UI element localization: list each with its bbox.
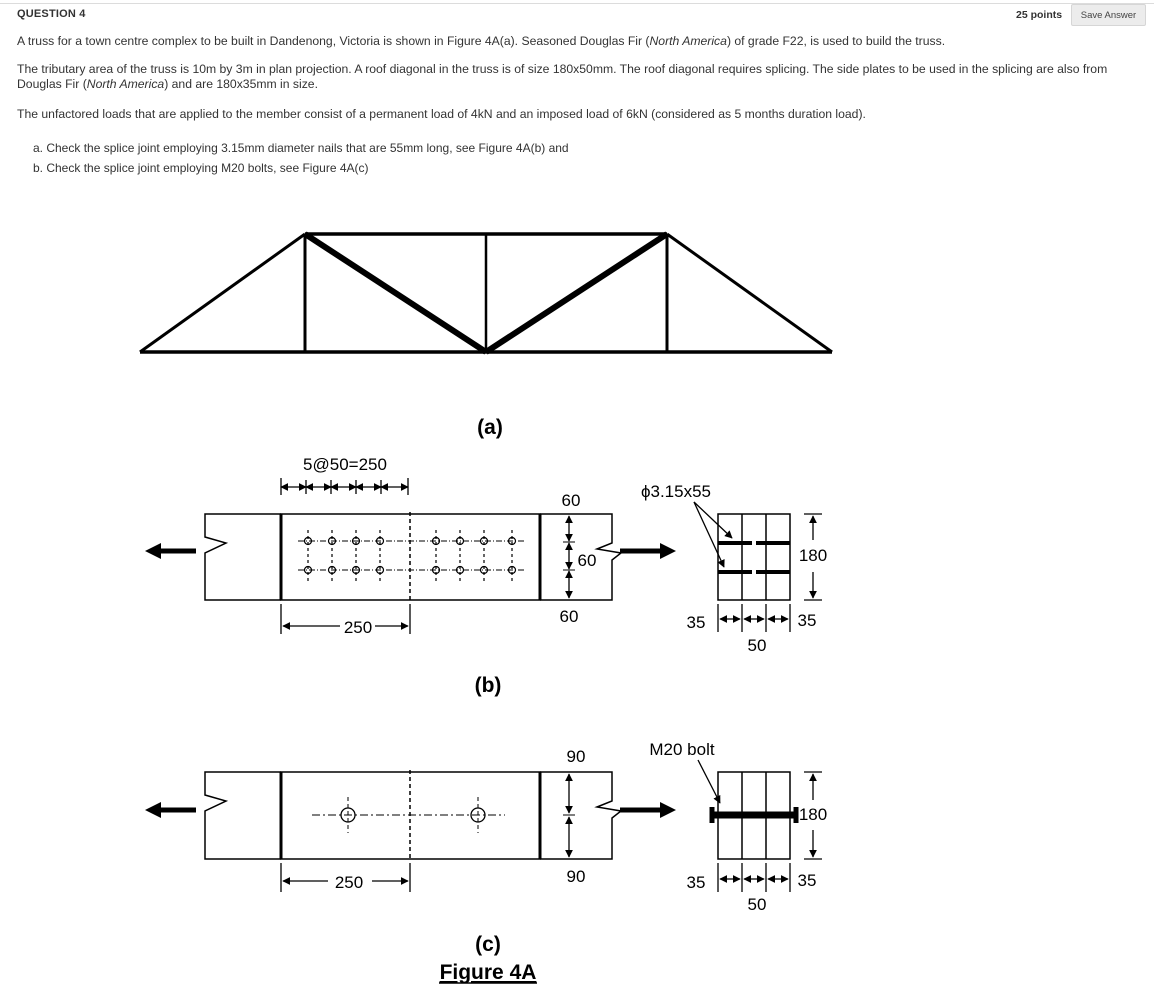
plate-left-b: 35 (686, 613, 706, 632)
plate-right-c: 35 (797, 871, 817, 890)
bolt-splice-diagram (150, 770, 668, 892)
section-depth-b: 180 (798, 546, 828, 565)
member-width-c: 50 (747, 895, 767, 914)
task-item-a: a. Check the splice joint employing 3.15mm diameter nails that are 55mm long, see Figure 4A(b) and (33, 141, 569, 155)
dim-mid-b: 60 (577, 551, 597, 570)
text: ) of grade F22, is used to build the truss. (726, 34, 946, 48)
splice-length-label-b: 250 (343, 618, 373, 637)
text-italic: North America (86, 76, 165, 91)
points-label: 25 points (1016, 9, 1063, 21)
load-arrow-left-c (145, 802, 161, 818)
plate-left-c: 35 (686, 873, 706, 892)
save-answer-button[interactable]: Save Answer (1071, 4, 1146, 26)
load-arrow-left-b (145, 543, 161, 559)
member-width-b: 50 (747, 636, 767, 655)
figure-label-a: (a) (477, 416, 503, 439)
nail-spec-label: ϕ3.15x55 (640, 482, 712, 501)
text: ) and are 180x35mm in size. (164, 76, 318, 91)
plate-right-b: 35 (797, 611, 817, 630)
load-arrow-right-b (660, 543, 676, 559)
question-paragraph-3: The unfactored loads that are applied to the member consist of a permanent load of 4kN and an imposed load of 6kN (considered as 5 months duration load). (17, 107, 866, 121)
dim-top-c: 90 (566, 747, 586, 766)
figure-label-b: (b) (474, 674, 502, 697)
task-item-b: b. Check the splice joint employing M20 bolts, see Figure 4A(c) (33, 161, 369, 175)
truss-diagram (140, 234, 832, 352)
load-arrow-right-c (660, 802, 676, 818)
figure-label-c: (c) (475, 933, 501, 956)
dim-bottom-c: 90 (566, 867, 586, 886)
dim-top-b: 60 (561, 491, 581, 510)
text-italic: North America (649, 34, 727, 48)
text: The tributary area of the truss is 10m by 3m in plan projection. A roof diagonal in the truss is of size 180x50mm. The roof diagonal requires splicing. The side plates to be used in the splicing are also from Douglas Fir ( (17, 62, 1108, 91)
section-depth-c: 180 (798, 805, 828, 824)
splice-length-label-c: 250 (334, 873, 364, 892)
nail-spacing-label: 5@50=250 (303, 455, 387, 474)
dim-bottom-b: 60 (559, 607, 579, 626)
question-title: QUESTION 4 (17, 8, 86, 20)
figure-caption: Figure 4A (439, 961, 537, 984)
bolt-spec-label: M20 bolt (649, 740, 715, 759)
text: A truss for a town centre complex to be built in Dandenong, Victoria is shown in Figure 4A(a). Seasoned Douglas Fir ( (17, 34, 650, 48)
